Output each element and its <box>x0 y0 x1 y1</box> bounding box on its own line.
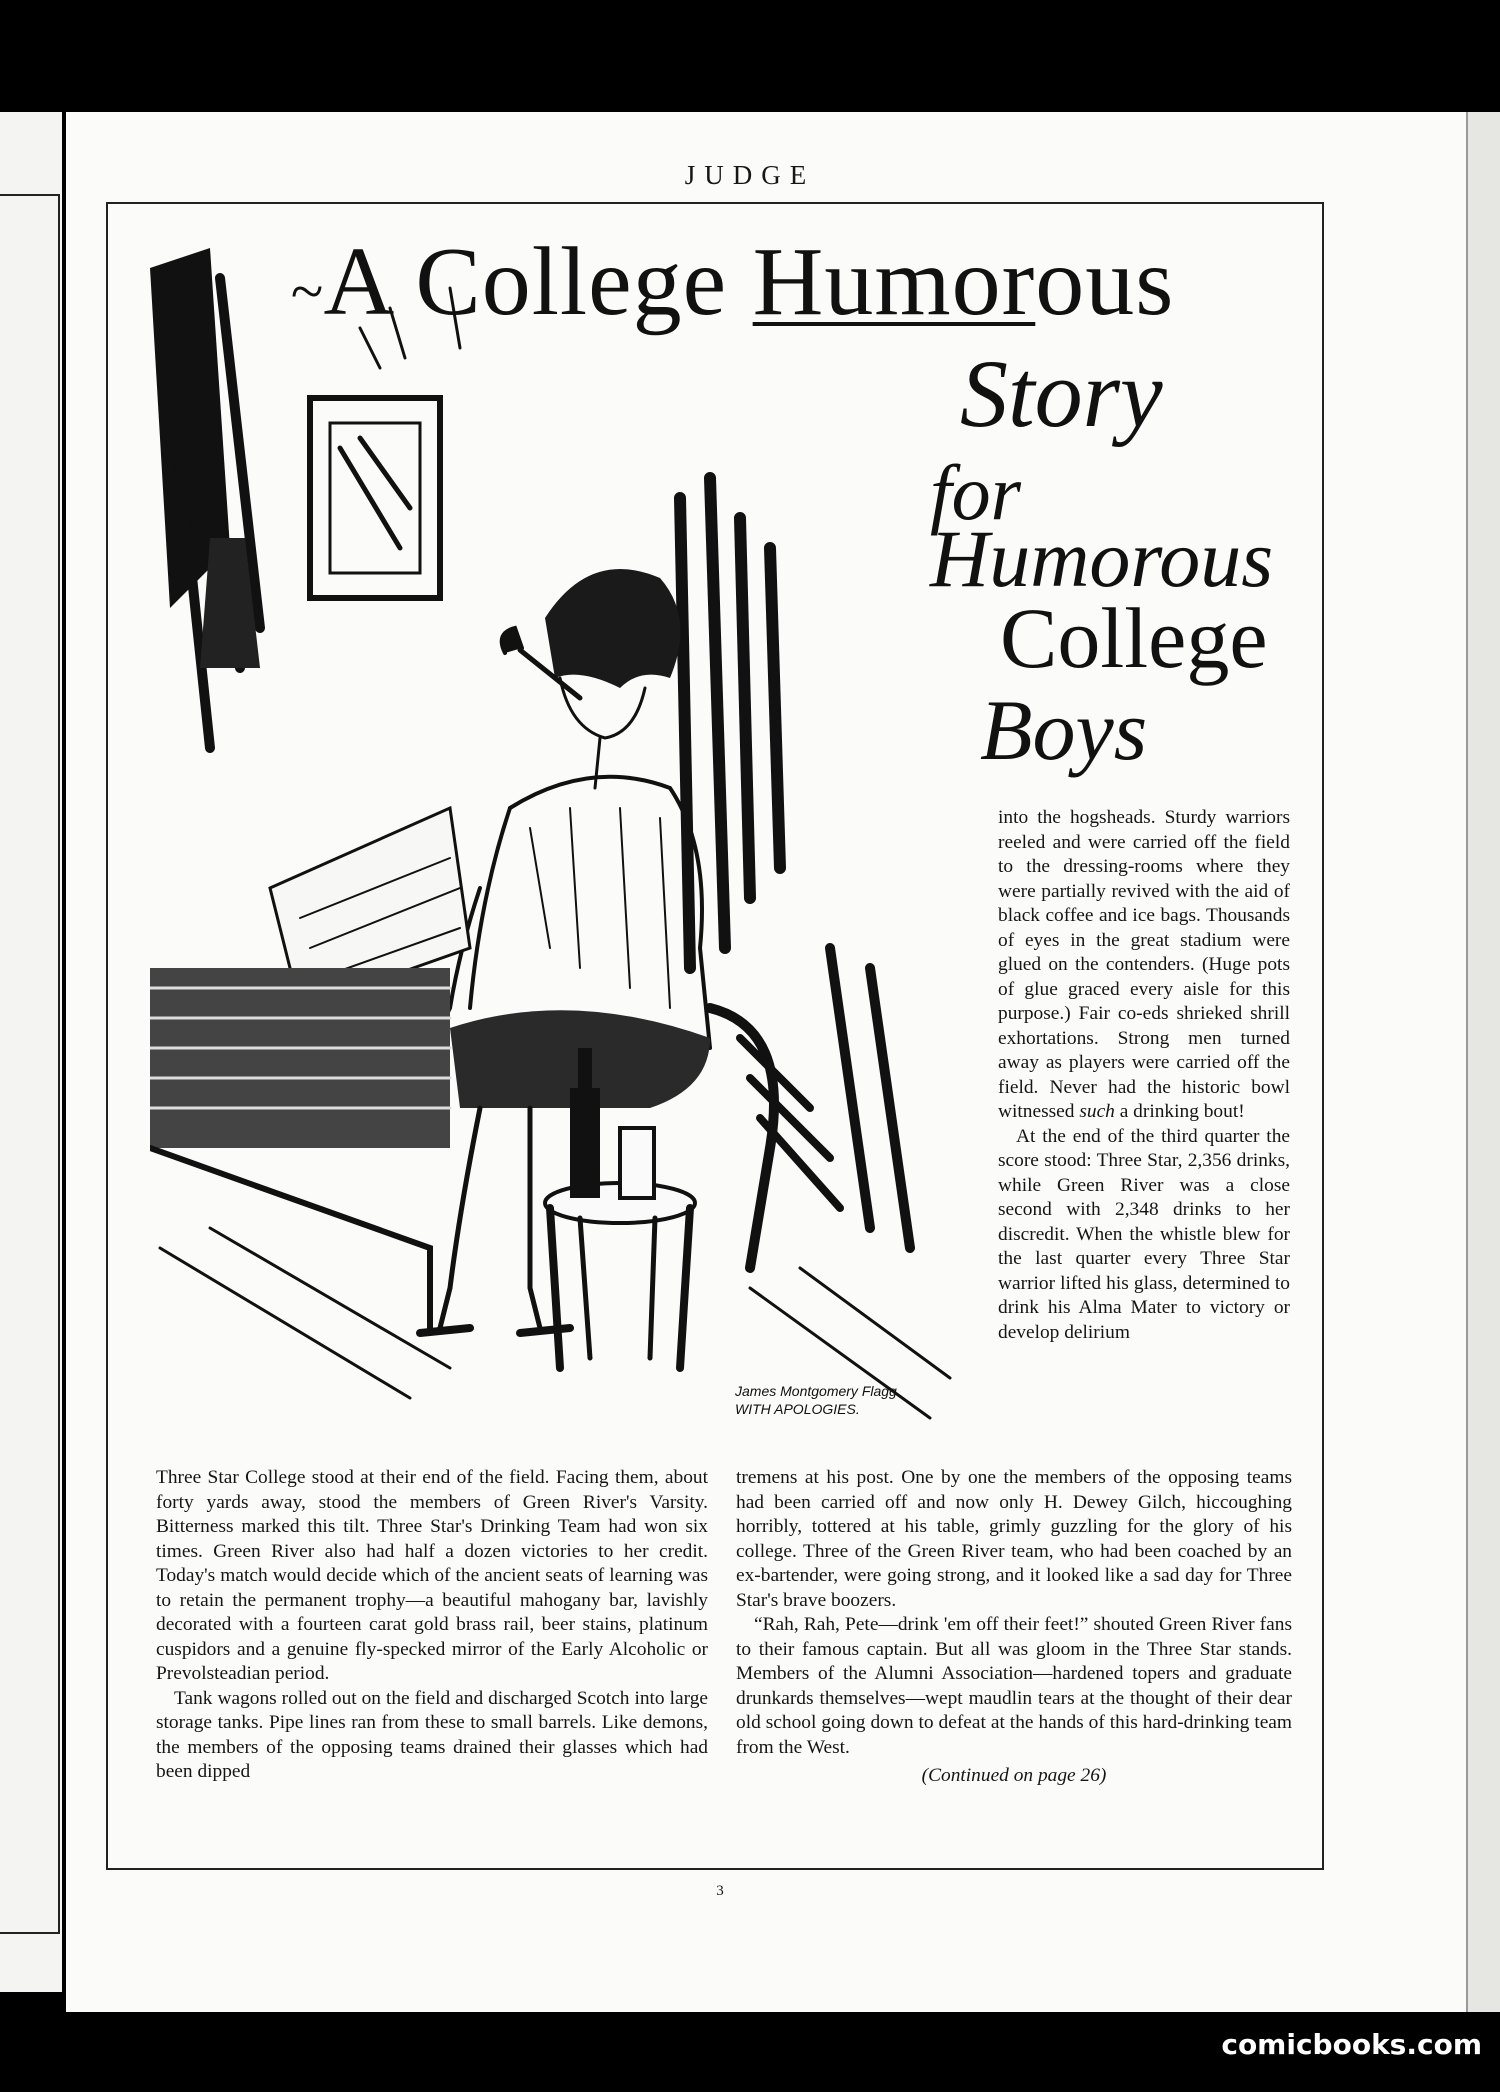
right-paragraph-2: At the end of the third quarter the score stood: Three Star, 2,356 drinks, while Green River was a close second with 2,348 drinks to her discredit. When the whistle blew for the last quarter every Three Star warrior lifted his glass, determined to drink his Alma Mater to victory or develop delirium <box>998 1125 1290 1343</box>
title-flourish: ~ <box>290 258 324 325</box>
adjacent-left-page <box>0 112 62 1992</box>
continued-note: (Continued on page 26) <box>921 1765 1107 1786</box>
left-paragraph-1: Three Star College stood at their end of the field. Facing them, about forty yards away, stood the members of Green River's Varsity. Bitterness marked this tilt. Three Star's Drinking Team had won six times. Green River also had half a dozen victories to her credit. Today's match would decide which of the ancient seats of learning was to retain the permanent trophy—a beautiful mahogany bar, lavishly decorated with a fourteen carat gold brass rail, beer stains, platinum cuspidors and a genuine fly-specked mirror of the Early Alcoholic or Prevolsteadian period. <box>156 1467 708 1684</box>
title-ous: ous <box>1035 228 1175 336</box>
title-humor-underlined: Humor <box>752 228 1036 336</box>
title-line-for: for <box>930 449 1022 536</box>
article-right-column <box>998 806 1290 1345</box>
title-line-college: College <box>1000 590 1268 686</box>
artist-signature <box>735 1382 897 1418</box>
title-line-boys: Boys <box>980 682 1148 778</box>
page-number: 3 <box>716 1883 724 1899</box>
running-head: JUDGE <box>684 160 816 190</box>
signature-name: James Montgomery Flagg <box>735 1383 897 1399</box>
illustration-pipe-smoking-girl <box>150 248 960 1448</box>
page-edge <box>1466 112 1500 2012</box>
middle-paragraph-1: tremens at his post. One by one the members of the opposing teams had been carried off and now only H. Dewey Gilch, hiccoughing horribly, tottered at his table, grimly guzzling for the glory of his college. Three of the Green River team, who had been coached by an ex-bartender, were going strong, and it looked like a sad day for Three Star's brave boozers. <box>736 1467 1292 1611</box>
middle-paragraph-2: “Rah, Rah, Pete—drink 'em off their feet!” shouted Green River fans to their famous captain. But all was gloom in the Three Star stands. Members of the Alumni Association—hardened topers and graduate drunkards themselves—wept maudlin tears at the thought of their dear old school going down to defeat at the hands of this hard-drinking team from the West. <box>736 1614 1292 1758</box>
right-paragraph-1: into the hogsheads. Sturdy warriors reeled and were carried off the field to the dressing-rooms where they were partially revived with the aid of black coffee and ice bags. Thousands of eyes in the great stadium were glued on the contenders. (Huge pots of glue graced every aisle for this purpose.) Fair co-eds shrieked shrill exhortations. Strong men turned away as players were carried off the field. Never had the historic bowl witnessed such a drinking bout! <box>998 807 1290 1122</box>
title-a-college: A College <box>323 228 753 336</box>
left-paragraph-2: Tank wagons rolled out on the field and discharged Scotch into large storage tanks. Pipe lines ran from these to small barrels. Like demons, the members of the opposing teams drained their glasses which had been dipped <box>156 1687 708 1782</box>
article-left-column <box>156 1466 708 1785</box>
watermark: comicbooks.com <box>1221 2028 1482 2061</box>
article-middle-column <box>736 1466 1292 1789</box>
signature-with-apologies: WITH APOLOGIES. <box>735 1401 860 1417</box>
title-line-humorous: Humorous <box>930 513 1274 604</box>
title-line-story: Story <box>960 340 1163 447</box>
